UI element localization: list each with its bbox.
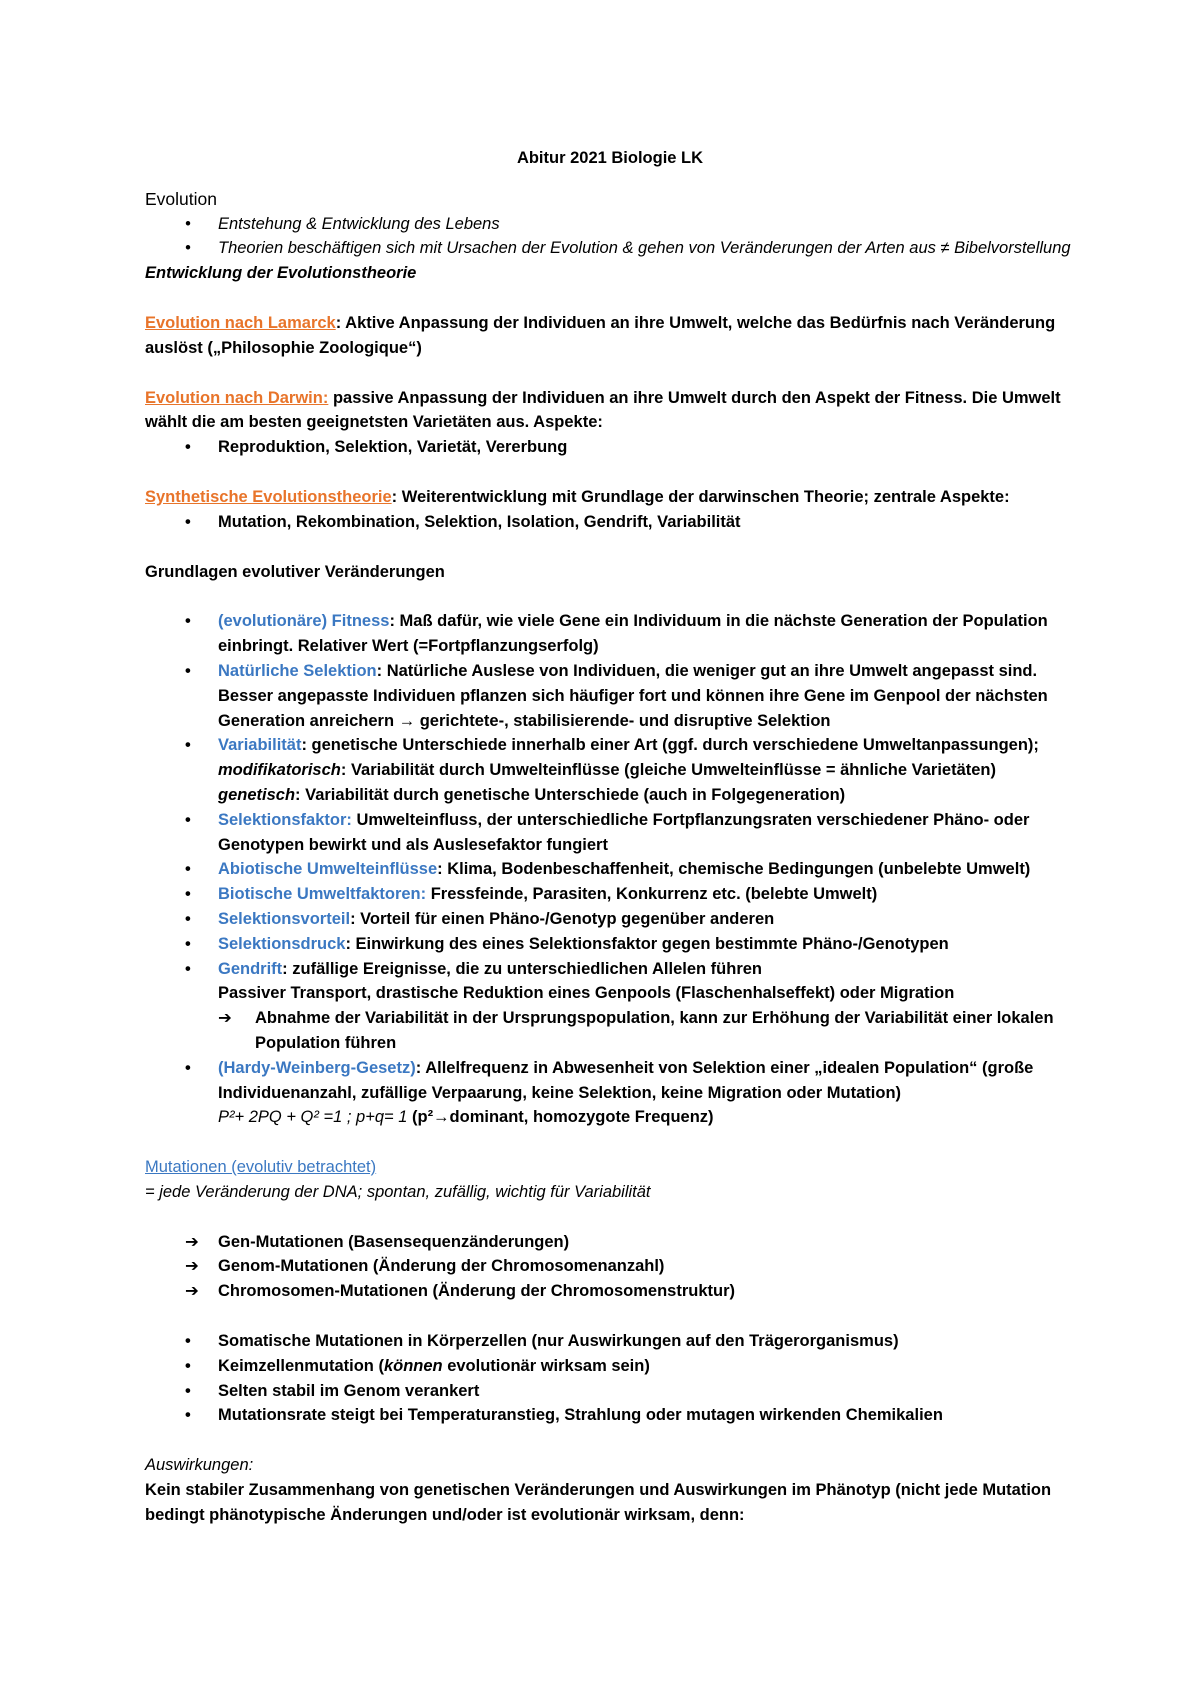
darwin-list <box>145 435 1075 460</box>
list-item: • Somatische Mutationen in Körperzellen (nur Auswirkungen auf den Trägerorganismus) <box>145 1329 1075 1354</box>
mutationen-arrow-list <box>145 1230 1075 1304</box>
document-content <box>145 146 1075 1528</box>
list-item: • (evolutionäre) Fitness: Maß dafür, wie viele Gene ein Individuum in die nächste Generation der Population einbringt. Relativer Wert (=Fortpflanzungserfolg) <box>145 609 1075 659</box>
bullet-icon: • <box>185 736 191 755</box>
bullet-icon: • <box>185 612 191 631</box>
term-synthetic: Synthetische Evolutionstheorie <box>145 487 392 506</box>
hardy-formula: P²+ 2PQ + Q² =1 ; p+q= 1 <box>218 1108 408 1127</box>
section-heading-auswirkungen: Auswirkungen: <box>145 1456 254 1475</box>
bullet-icon: • <box>185 512 191 531</box>
bullet-icon: • <box>185 1058 191 1077</box>
mutationen-bullet-list <box>145 1329 1075 1428</box>
arrow-right-icon: ➔ <box>185 1257 199 1276</box>
list-item: • Variabilität: genetische Unterschiede innerhalb einer Art (ggf. durch verschiedene Umweltanpassungen); modifikatorisch: Variabilität durch Umwelteinflüsse (gleiche Umwelteinflüsse = ähnliche Varietäten) genetisch: Variabilität durch genetische Unterschiede (auch in Folgegeneration) <box>145 733 1075 807</box>
section-heading-evolution: Evolution <box>145 188 217 209</box>
list-item: • Selektionsfaktor: Umwelteinfluss, der unterschiedliche Fortpflanzungsraten verschiedener Phäno- oder Genotypen bewirkt und als Auslesefaktor fungiert <box>145 808 1075 858</box>
list-item: • Mutationsrate steigt bei Temperaturanstieg, Strahlung oder mutagen wirkenden Chemikalien <box>145 1403 1075 1428</box>
bullet-icon: • <box>185 438 191 457</box>
list-item-hardy-weinberg: • (Hardy-Weinberg-Gesetz): Allelfrequenz in Abwesenheit von Selektion einer „idealen Population“ (große Individuenanzahl, zufällige Verpaarung, keine Selektion, keine Migration oder Mutation) P²+ 2PQ + Q² =1 ; p+q= 1 (p²→dominant, homozygote Frequenz) <box>145 1056 1075 1130</box>
term-lamarck: Evolution nach Lamarck <box>145 313 336 332</box>
list-item: • Mutation, Rekombination, Selektion, Isolation, Gendrift, Variabilität <box>145 510 1075 535</box>
synthetic-list <box>145 510 1075 535</box>
list-item: • Entstehung & Entwicklung des Lebens <box>145 212 1075 237</box>
mutationen-definition: = jede Veränderung der DNA; spontan, zufällig, wichtig für Variabilität <box>145 1182 651 1201</box>
bullet-icon: • <box>185 214 191 233</box>
bullet-icon: • <box>185 810 191 829</box>
paragraph-auswirkungen: Kein stabiler Zusammenhang von genetischen Veränderungen und Auswirkungen im Phänotyp (nicht jede Mutation bedingt phänotypische Änderungen und/oder ist evolutionär wirksam, denn: <box>145 1481 1052 1524</box>
list-item: • Reproduktion, Selektion, Varietät, Vererbung <box>145 435 1075 460</box>
evolution-list <box>145 212 1075 262</box>
list-item: • Selektionsdruck: Einwirkung des eines Selektionsfaktor gegen bestimmte Phäno-/Genotypen <box>145 932 1075 957</box>
list-item: ➔ Chromosomen-Mutationen (Änderung der Chromosomenstruktur) <box>145 1279 1075 1304</box>
list-item: ➔ Gen-Mutationen (Basensequenzänderungen) <box>145 1230 1075 1255</box>
bullet-icon: • <box>185 661 191 680</box>
bullet-icon: • <box>185 239 191 258</box>
bullet-icon: • <box>185 1356 191 1375</box>
list-item: • Theorien beschäftigen sich mit Ursachen der Evolution & gehen von Veränderungen der Arten aus ≠ Bibelvorstellung <box>145 236 1075 261</box>
list-item: ➔ Genom-Mutationen (Änderung der Chromosomenanzahl) <box>145 1254 1075 1279</box>
bullet-icon: • <box>185 934 191 953</box>
list-item: • Biotische Umweltfaktoren: Fressfeinde, Parasiten, Konkurrenz etc. (belebte Umwelt) <box>145 882 1075 907</box>
bullet-icon: • <box>185 959 191 978</box>
section-heading-grundlagen: Grundlagen evolutiver Veränderungen <box>145 562 445 581</box>
list-item: • Abiotische Umwelteinflüsse: Klima, Bodenbeschaffenheit, chemische Bedingungen (unbelebte Umwelt) <box>145 857 1075 882</box>
paragraph-lamarck: Evolution nach Lamarck: Aktive Anpassung der Individuen an ihre Umwelt, welche das Bedürfnis nach Veränderung auslöst („Philosophie Zoologique“) <box>145 313 1056 357</box>
bullet-icon: • <box>185 1381 191 1400</box>
subheading-evolutionstheorie: Entwicklung der Evolutionstheorie <box>145 264 417 283</box>
list-item-gendrift: • Gendrift: zufällige Ereignisse, die zu unterschiedlichen Allelen führen Passiver Transport, drastische Reduktion eines Genpools (Flaschenhalseffekt) oder Migration <box>145 957 1075 1007</box>
arrow-right-icon: ➔ <box>185 1282 199 1301</box>
arrow-right-icon: ➔ <box>185 1232 199 1251</box>
list-item: • Selten stabil im Genom verankert <box>145 1379 1075 1404</box>
list-item: • Keimzellenmutation (können evolutionär wirksam sein) <box>145 1354 1075 1379</box>
document-title: Abitur 2021 Biologie LK <box>516 149 704 167</box>
paragraph-synthetic: Synthetische Evolutionstheorie: Weiterentwicklung mit Grundlage der darwinschen Theorie; zentrale Aspekte: <box>145 487 1010 506</box>
bullet-icon: • <box>185 1406 191 1425</box>
section-heading-mutationen: Mutationen (evolutiv betrachtet) <box>145 1158 377 1177</box>
bullet-icon: • <box>185 909 191 928</box>
arrow-right-icon: ➔ <box>218 1009 232 1028</box>
bullet-icon: • <box>185 1332 191 1351</box>
bullet-icon: • <box>185 885 191 904</box>
bullet-icon: • <box>185 860 191 879</box>
term-darwin: Evolution nach Darwin: <box>145 388 329 407</box>
list-item-gendrift-arrow: ➔ Abnahme der Variabilität in der Ursprungspopulation, kann zur Erhöhung der Variabilität einer lokalen Population führen <box>145 1006 1075 1056</box>
paragraph-darwin: Evolution nach Darwin: passive Anpassung der Individuen an ihre Umwelt durch den Aspekt der Fitness. Die Umwelt wählt die am besten geeignetsten Varietäten aus. Aspekte: <box>145 388 1061 432</box>
grundlagen-list <box>145 609 1075 1130</box>
list-item: • Selektionsvorteil: Vorteil für einen Phäno-/Genotyp gegenüber anderen <box>145 907 1075 932</box>
list-item: • Natürliche Selektion: Natürliche Auslese von Individuen, die weniger gut an ihre Umwelt angepasst sind. Besser angepasste Individuen pflanzen sich häufiger fort und können ihre Gene im Genpool der nächsten Generation anreichern → gerichtete-, stabilisierende- und disruptive Selektion <box>145 659 1075 733</box>
